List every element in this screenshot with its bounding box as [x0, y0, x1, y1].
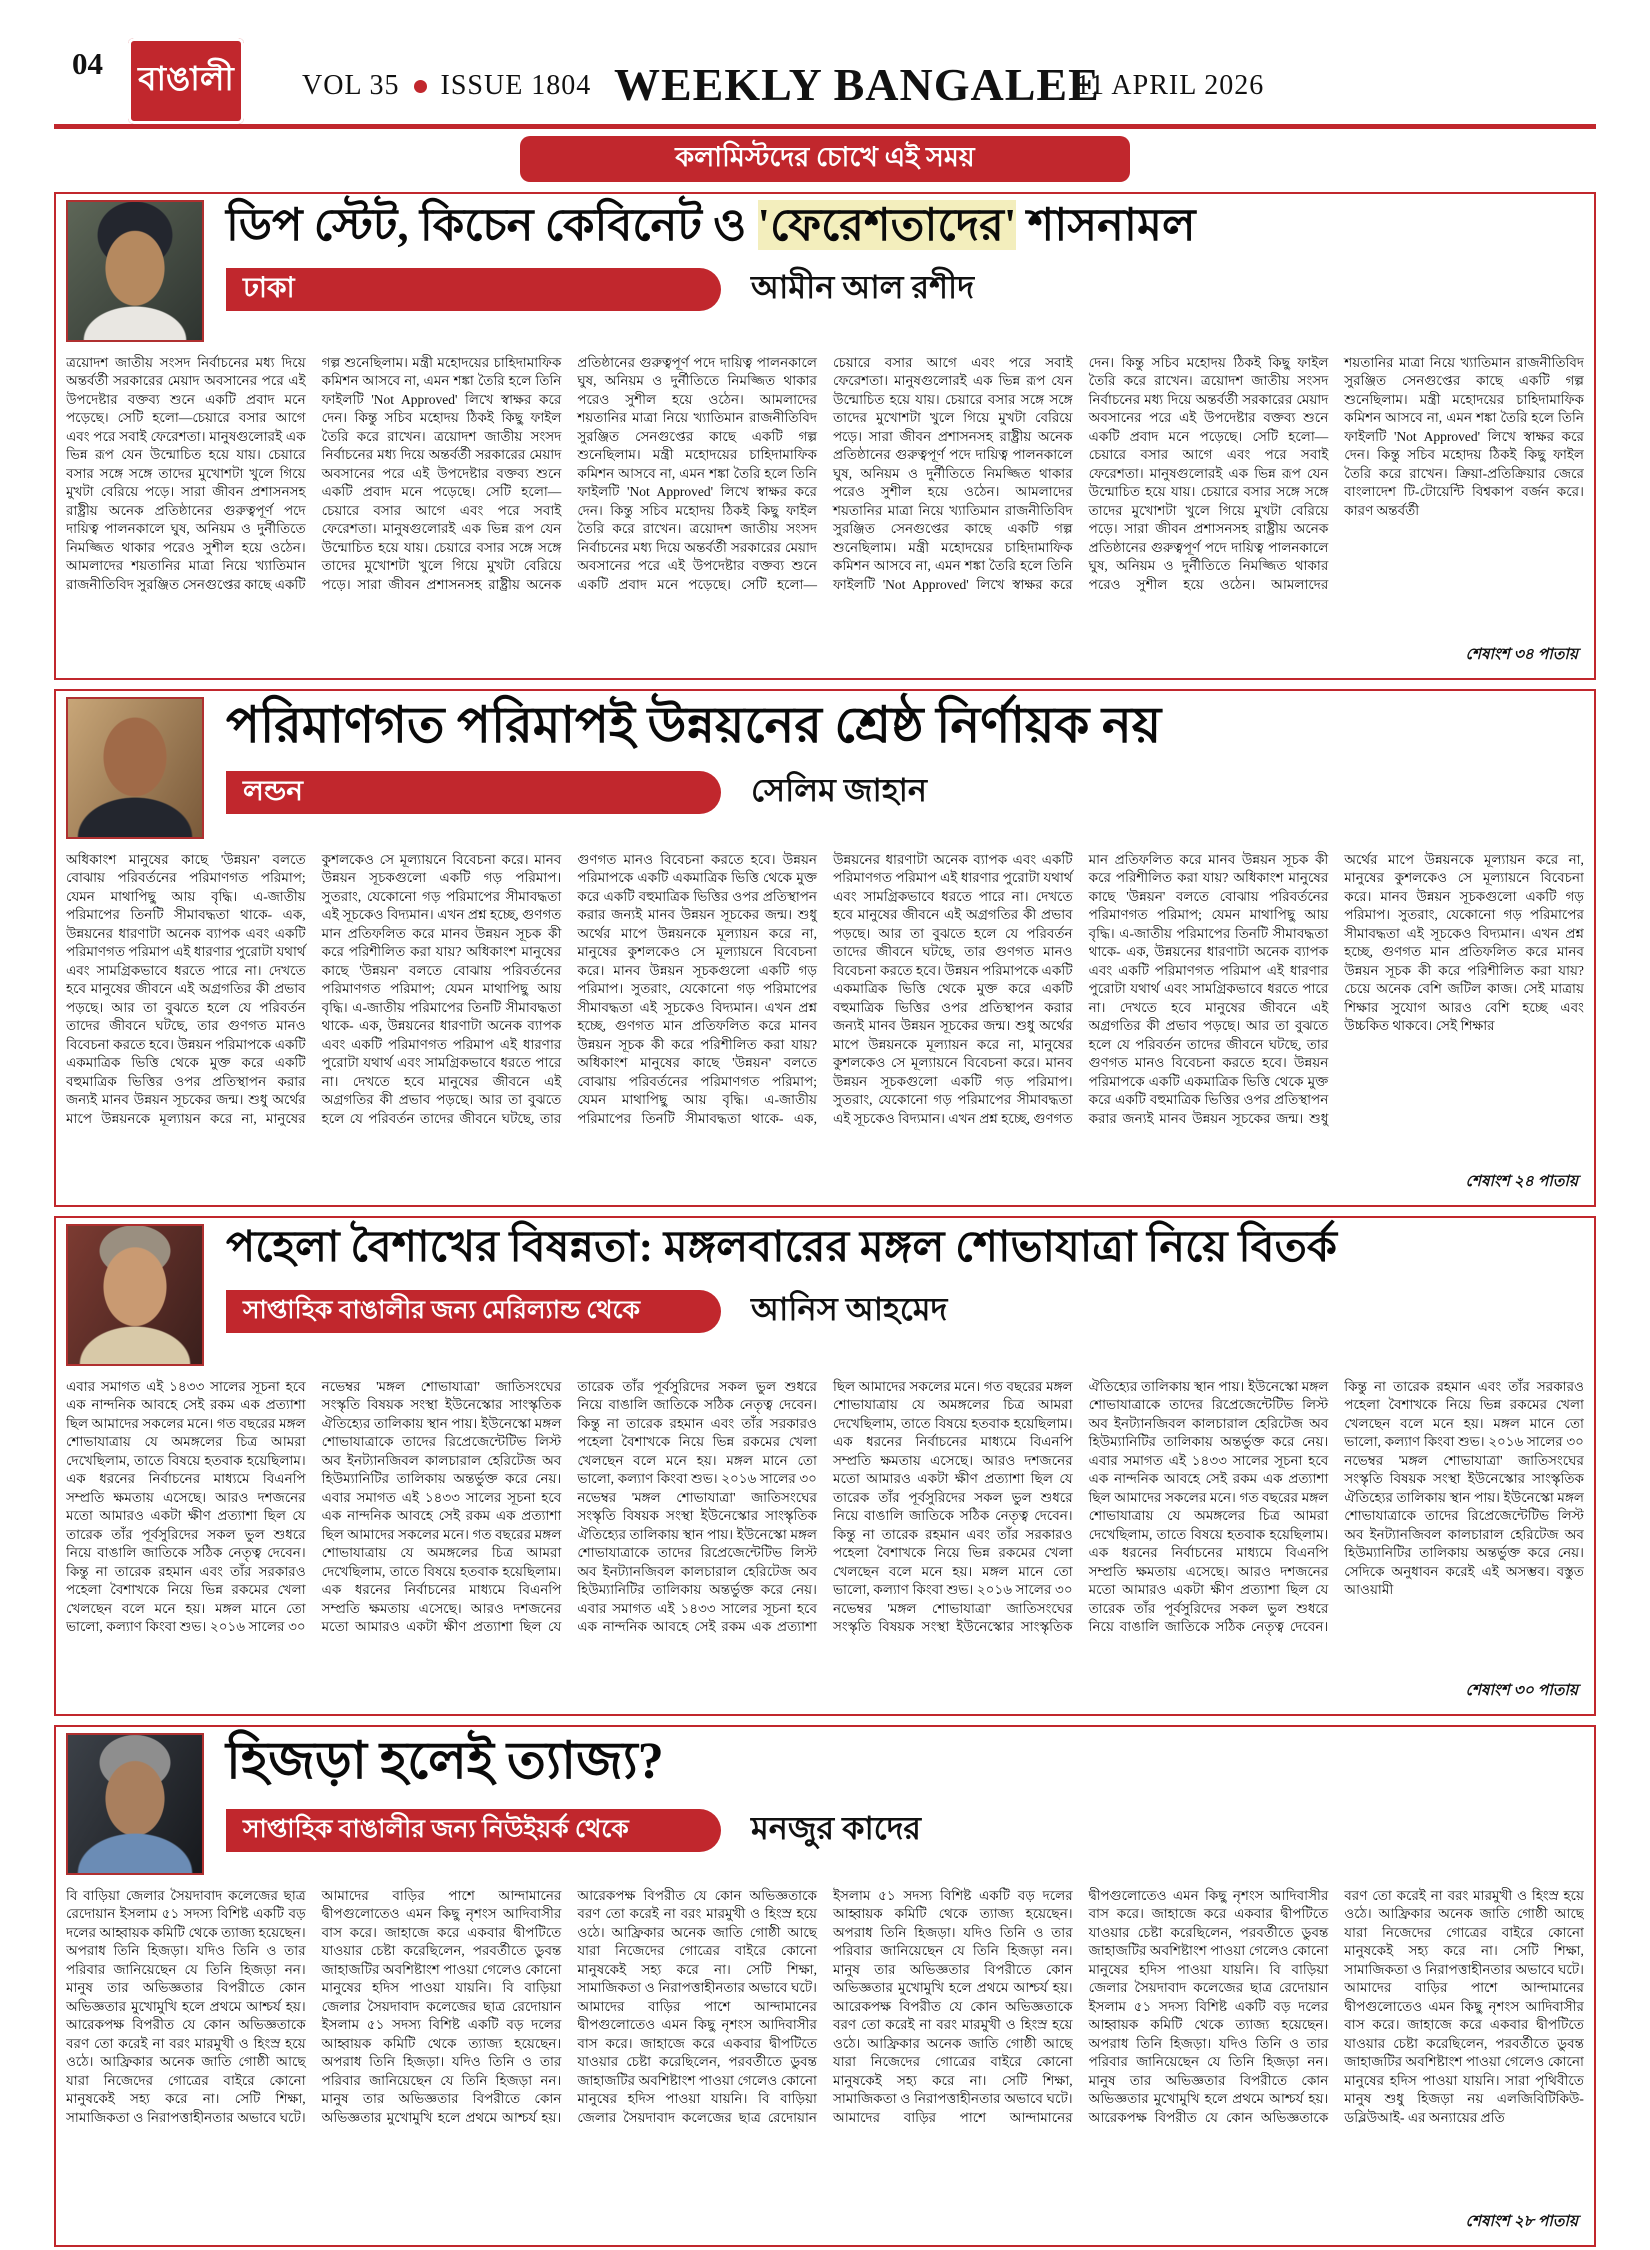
- article-headline: [226, 1733, 1584, 1791]
- continued-on-page-note: শেষাংশ ৩০ পাতায়: [1453, 1678, 1578, 1704]
- columnist-photo: [66, 1224, 204, 1366]
- author-name: আমীন আল রশীদ: [751, 269, 975, 306]
- headline-text: পরিমাণগত পরিমাপই উন্নয়নের শ্রেষ্ঠ নির্ণায়ক নয়: [226, 697, 1162, 753]
- headline-text: ডিপ স্টেট, কিচেন কেবিনেট ও: [226, 200, 758, 250]
- author-name: সেলিম জাহান: [751, 772, 927, 808]
- continued-on-page-note: শেষাংশ ২৮ পাতায়: [1453, 2209, 1578, 2235]
- columnist-photo: [66, 697, 204, 839]
- author-name: আনিস আহমেদ: [751, 1291, 948, 1328]
- author-name: মনজুর কাদের: [751, 1810, 922, 1847]
- article-pohela-boishakh: [54, 1216, 1596, 1716]
- separator-dot-icon: [414, 80, 427, 93]
- article-header: [66, 1733, 1584, 1875]
- headline-group: [204, 1733, 1584, 1875]
- headline-text: পহেলা বৈশাখের বিষন্নতা: মঙ্গলবারের মঙ্গল শোভাযাত্রা নিয়ে বিতর্ক: [226, 1224, 1337, 1271]
- article-headline: [226, 697, 1584, 753]
- byline-row: [226, 262, 1584, 316]
- columnist-photo: [66, 1733, 204, 1875]
- byline-row: [226, 765, 1584, 819]
- header-rule: [54, 124, 1596, 129]
- dateline-bar: ঢাকা: [226, 268, 721, 311]
- headline-group: [204, 1224, 1584, 1366]
- byline-row: [226, 1803, 1584, 1857]
- headline-highlighted-word: 'ফেরেশতাদের': [757, 200, 1017, 250]
- volume-issue: [302, 70, 591, 102]
- article-deep-state: [54, 192, 1596, 680]
- page-number: 04: [72, 46, 103, 81]
- article-header: [66, 1224, 1584, 1366]
- dateline-bar: সাপ্তাহিক বাঙালীর জন্য নিউইয়র্ক থেকে: [226, 1809, 721, 1852]
- issue-label: ISSUE 1804: [440, 70, 592, 101]
- headline-text: শাসনামল: [1016, 200, 1196, 250]
- dateline-bar: সাপ্তাহিক বাঙালীর জন্য মেরিল্যান্ড থেকে: [226, 1290, 721, 1333]
- article-headline: [226, 1224, 1584, 1272]
- continued-on-page-note: শেষাংশ ৩৪ পাতায়: [1453, 642, 1578, 668]
- article-header: [66, 697, 1584, 839]
- article-body: বি বাড়িয়া জেলার সৈয়দাবাদ কলেজের ছাত্র রেদোয়ান ইসলাম ৫১ সদস্য বিশিষ্ট একটি বড় দলের আহ্বায়ক কমিটি থেকে ত্যাজ্য হয়েছেন। অপরাধ তিনি হিজড়া। যদিও তিনি ও তার পরিবার জানিয়েছেন যে তিনি হিজড়া নন। মানুষ তার অভিজ্ঞতার বিপরীতে কোন অভিজ্ঞতার মুখোমুখি হলে প্রথমে আশ্চর্য হয়। আরেকপক্ষ বিপরীত যে কোন অভিজ্ঞতাকে বরণ তো করেই না বরং মারমুখী ও হিংস্র হয়ে ওঠে। আফ্রিকার অনেক জাতি গোষ্ঠী আছে যারা নিজেদের গোত্রের বাইরে কোনো মানুষকেই সহ্য করে না। সেটি শিক্ষা, সামাজিকতা ও নিরাপত্তাহীনতার অভাবে ঘটে। আমাদের বাড়ির পাশে আন্দামানের দ্বীপগুলোতেও এমন কিছু নৃশংস আদিবাসীর বাস করে। জাহাজে করে একবার দ্বীপটিতে যাওয়ার চেষ্টা করেছিলেন, পরবর্তীতে ডুবন্ত জাহাজটির অবশিষ্টাংশ পাওয়া গেলেও কোনো মানুষের হদিস পাওয়া যায়নি। বি বাড়িয়া জেলার সৈয়দাবাদ কলেজের ছাত্র রেদোয়ান ইসলাম ৫১ সদস্য বিশিষ্ট একটি বড় দলের আহ্বায়ক কমিটি থেকে ত্যাজ্য হয়েছেন। অপরাধ তিনি হিজড়া। যদিও তিনি ও তার পরিবার জানিয়েছেন যে তিনি হিজড়া নন। মানুষ তার অভিজ্ঞতার বিপরীতে কোন অভিজ্ঞতার মুখোমুখি হলে প্রথমে আশ্চর্য হয়। আরেকপক্ষ বিপরীত যে কোন অভিজ্ঞতাকে বরণ তো করেই না বরং মারমুখী ও হিংস্র হয়ে ওঠে। আফ্রিকার অনেক জাতি গোষ্ঠী আছে যারা নিজেদের গোত্রের বাইরে কোনো মানুষকেই সহ্য করে না। সেটি শিক্ষা, সামাজিকতা ও নিরাপত্তাহীনতার অভাবে ঘটে। আমাদের বাড়ির পাশে আন্দামানের দ্বীপগুলোতেও এমন কিছু নৃশংস আদিবাসীর বাস করে। জাহাজে করে একবার দ্বীপটিতে যাওয়ার চেষ্টা করেছিলেন, পরবর্তীতে ডুবন্ত জাহাজটির অবশিষ্টাংশ পাওয়া গেলেও কোনো মানুষের হদিস পাওয়া যায়নি। বি বাড়িয়া জেলার সৈয়দাবাদ কলেজের ছাত্র রেদোয়ান ইসলাম ৫১ সদস্য বিশিষ্ট একটি বড় দলের আহ্বায়ক কমিটি থেকে ত্যাজ্য হয়েছেন। অপরাধ তিনি হিজড়া। যদিও তিনি ও তার পরিবার জানিয়েছেন যে তিনি হিজড়া নন। মানুষ তার অভিজ্ঞতার বিপরীতে কোন অভিজ্ঞতার মুখোমুখি হলে প্রথমে আশ্চর্য হয়। আরেকপক্ষ বিপরীত যে কোন অভিজ্ঞতাকে বরণ তো করেই না বরং মারমুখী ও হিংস্র হয়ে ওঠে। আফ্রিকার অনেক জাতি গোষ্ঠী আছে যারা নিজেদের গোত্রের বাইরে কোনো মানুষকেই সহ্য করে না। সেটি শিক্ষা, সামাজিকতা ও নিরাপত্তাহীনতার অভাবে ঘটে। আমাদের বাড়ির পাশে আন্দামানের দ্বীপগুলোতেও এমন কিছু নৃশংস আদিবাসীর বাস করে। জাহাজে করে একবার দ্বীপটিতে যাওয়ার চেষ্টা করেছিলেন, পরবর্তীতে ডুবন্ত জাহাজটির অবশিষ্টাংশ পাওয়া গেলেও কোনো মানুষের হদিস পাওয়া যায়নি। বি বাড়িয়া জেলার সৈয়দাবাদ কলেজের ছাত্র রেদোয়ান ইসলাম ৫১ সদস্য বিশিষ্ট একটি বড় দলের আহ্বায়ক কমিটি থেকে ত্যাজ্য হয়েছেন। অপরাধ তিনি হিজড়া। যদিও তিনি ও তার পরিবার জানিয়েছেন যে তিনি হিজড়া নন। মানুষ তার অভিজ্ঞতার বিপরীতে কোন অভিজ্ঞতার মুখোমুখি হলে প্রথমে আশ্চর্য হয়। আরেকপক্ষ বিপরীত যে কোন অভিজ্ঞতাকে বরণ তো করেই না বরং মারমুখী ও হিংস্র হয়ে ওঠে। আফ্রিকার অনেক জাতি গোষ্ঠী আছে যারা নিজেদের গোত্রের বাইরে কোনো মানুষকেই সহ্য করে না। সেটি শিক্ষা, সামাজিকতা ও নিরাপত্তাহীনতার অভাবে ঘটে। আমাদের বাড়ির পাশে আন্দামানের দ্বীপগুলোতেও এমন কিছু নৃশংস আদিবাসীর বাস করে। জাহাজে করে একবার দ্বীপটিতে যাওয়ার চেষ্টা করেছিলেন, পরবর্তীতে ডুবন্ত জাহাজটির অবশিষ্টাংশ পাওয়া গেলেও কোনো মানুষের হদিস পাওয়া যায়নি। সারা পৃথিবীতে মানুষ শুধু হিজড়া নয় এলজিবিটিকিউ- ডব্লিউআই- এর অন্যায়ের প্রতি: [66, 1888, 1584, 2125]
- headline-group: [204, 697, 1584, 839]
- article-quantitative-measure: [54, 689, 1596, 1207]
- columnist-photo: [66, 200, 204, 342]
- newspaper-logo: বাঙালী: [128, 38, 244, 124]
- article-body: এবার সমাগত এই ১৪৩৩ সালের সূচনা হবে এক নান্দনিক আবহে সেই রকম এক প্রত্যাশা ছিল আমাদের সকলের মনে। গত বছরের মঙ্গল শোভাযাত্রায় যে অমঙ্গলের চিত্র আমরা দেখেছিলাম, তাতে বিষয়ে হতবাক হয়েছিলাম। এক ধরনের নির্বাচনের মাধ্যমে বিএনপি সম্প্রতি ক্ষমতায় এসেছে। আরও দশজনের মতো আমারও একটা ক্ষীণ প্রত্যাশা ছিল যে তারেক তাঁর পূর্বসুরিদের সকল ভুল শুধরে নিয়ে বাঙালি জাতিকে সঠিক নেতৃত্ব দেবেন। কিন্তু না তারেক রহমান এবং তাঁর সরকারও পহেলা বৈশাখকে নিয়ে ভিন্ন রকমের খেলা খেলছেন বলে মনে হয়। মঙ্গল মানে তো ভালো, কল্যাণ কিংবা শুভ। ২০১৬ সালের ৩০ নভেম্বর 'মঙ্গল শোভাযাত্রা' জাতিসংঘের সংস্কৃতি বিষয়ক সংস্থা ইউনেস্কোর সাংস্কৃতিক ঐতিহ্যের তালিকায় স্থান পায়। ইউনেস্কো মঙ্গল শোভাযাত্রাকে তাদের রিপ্রেজেন্টেটিভ লিস্ট অব ইনট্যানজিবল কালচারাল হেরিটেজ অব হিউম্যানিটির তালিকায় অন্তর্ভুক্ত করে নেয়। এবার সমাগত এই ১৪৩৩ সালের সূচনা হবে এক নান্দনিক আবহে সেই রকম এক প্রত্যাশা ছিল আমাদের সকলের মনে। গত বছরের মঙ্গল শোভাযাত্রায় যে অমঙ্গলের চিত্র আমরা দেখেছিলাম, তাতে বিষয়ে হতবাক হয়েছিলাম। এক ধরনের নির্বাচনের মাধ্যমে বিএনপি সম্প্রতি ক্ষমতায় এসেছে। আরও দশজনের মতো আমারও একটা ক্ষীণ প্রত্যাশা ছিল যে তারেক তাঁর পূর্বসুরিদের সকল ভুল শুধরে নিয়ে বাঙালি জাতিকে সঠিক নেতৃত্ব দেবেন। কিন্তু না তারেক রহমান এবং তাঁর সরকারও পহেলা বৈশাখকে নিয়ে ভিন্ন রকমের খেলা খেলছেন বলে মনে হয়। মঙ্গল মানে তো ভালো, কল্যাণ কিংবা শুভ। ২০১৬ সালের ৩০ নভেম্বর 'মঙ্গল শোভাযাত্রা' জাতিসংঘের সংস্কৃতি বিষয়ক সংস্থা ইউনেস্কোর সাংস্কৃতিক ঐতিহ্যের তালিকায় স্থান পায়। ইউনেস্কো মঙ্গল শোভাযাত্রাকে তাদের রিপ্রেজেন্টেটিভ লিস্ট অব ইনট্যানজিবল কালচারাল হেরিটেজ অব হিউম্যানিটির তালিকায় অন্তর্ভুক্ত করে নেয়। এবার সমাগত এই ১৪৩৩ সালের সূচনা হবে এক নান্দনিক আবহে সেই রকম এক প্রত্যাশা ছিল আমাদের সকলের মনে। গত বছরের মঙ্গল শোভাযাত্রায় যে অমঙ্গলের চিত্র আমরা দেখেছিলাম, তাতে বিষয়ে হতবাক হয়েছিলাম। এক ধরনের নির্বাচনের মাধ্যমে বিএনপি সম্প্রতি ক্ষমতায় এসেছে। আরও দশজনের মতো আমারও একটা ক্ষীণ প্রত্যাশা ছিল যে তারেক তাঁর পূর্বসুরিদের সকল ভুল শুধরে নিয়ে বাঙালি জাতিকে সঠিক নেতৃত্ব দেবেন। কিন্তু না তারেক রহমান এবং তাঁর সরকারও পহেলা বৈশাখকে নিয়ে ভিন্ন রকমের খেলা খেলছেন বলে মনে হয়। মঙ্গল মানে তো ভালো, কল্যাণ কিংবা শুভ। ২০১৬ সালের ৩০ নভেম্বর 'মঙ্গল শোভাযাত্রা' জাতিসংঘের সংস্কৃতি বিষয়ক সংস্থা ইউনেস্কোর সাংস্কৃতিক ঐতিহ্যের তালিকায় স্থান পায়। ইউনেস্কো মঙ্গল শোভাযাত্রাকে তাদের রিপ্রেজেন্টেটিভ লিস্ট অব ইনট্যানজিবল কালচারাল হেরিটেজ অব হিউম্যানিটির তালিকায় অন্তর্ভুক্ত করে নেয়। এবার সমাগত এই ১৪৩৩ সালের সূচনা হবে এক নান্দনিক আবহে সেই রকম এক প্রত্যাশা ছিল আমাদের সকলের মনে। গত বছরের মঙ্গল শোভাযাত্রায় যে অমঙ্গলের চিত্র আমরা দেখেছিলাম, তাতে বিষয়ে হতবাক হয়েছিলাম। এক ধরনের নির্বাচনের মাধ্যমে বিএনপি সম্প্রতি ক্ষমতায় এসেছে। আরও দশজনের মতো আমারও একটা ক্ষীণ প্রত্যাশা ছিল যে তারেক তাঁর পূর্বসুরিদের সকল ভুল শুধরে নিয়ে বাঙালি জাতিকে সঠিক নেতৃত্ব দেবেন। কিন্তু না তারেক রহমান এবং তাঁর সরকারও পহেলা বৈশাখকে নিয়ে ভিন্ন রকমের খেলা খেলছেন বলে মনে হয়। মঙ্গল মানে তো ভালো, কল্যাণ কিংবা শুভ। ২০১৬ সালের ৩০ নভেম্বর 'মঙ্গল শোভাযাত্রা' জাতিসংঘের সংস্কৃতি বিষয়ক সংস্থা ইউনেস্কোর সাংস্কৃতিক ঐতিহ্যের তালিকায় স্থান পায়। ইউনেস্কো মঙ্গল শোভাযাত্রাকে তাদের রিপ্রেজেন্টেটিভ লিস্ট অব ইনট্যানজিবল কালচারাল হেরিটেজ অব হিউম্যানিটির তালিকায় অন্তর্ভুক্ত করে নেয়। সেদিকে অনুধাবন করেই এই অসম্ভব। বস্তুত আওয়ামী: [66, 1379, 1584, 1635]
- byline-row: [226, 1284, 1584, 1338]
- article-header: [66, 200, 1584, 342]
- masthead-title: WEEKLY BANGALEE: [614, 59, 1100, 110]
- article-body: অধিকাংশ মানুষের কাছে 'উন্নয়ন' বলতে বোঝায় পরিবর্তনের পরিমাণগত পরিমাপ; যেমন মাথাপিছু আয় বৃদ্ধি। এ-জাতীয় পরিমাপের তিনটি সীমাবদ্ধতা থাকে- এক, উন্নয়নের ধারণাটা অনেক ব্যাপক এবং একটি পরিমাণগত পরিমাপ এই ধারণার পুরোটা যথার্থ এবং সামগ্রিকভাবে ধরতে পারে না। দেখতে হবে মানুষের জীবনে এই অগ্রগতির কী প্রভাব পড়ছে। আর তা বুঝতে হলে যে পরিবর্তন তাদের জীবনে ঘটছে, তার গুণগত মানও বিবেচনা করতে হবে। উন্নয়ন পরিমাপকে একটি একমাত্রিক ভিত্তি থেকে মুক্ত করে একটি বহুমাত্রিক ভিত্তির ওপর প্রতিস্থাপন করার জন্যই মানব উন্নয়ন সূচকের জন্ম। শুধু অর্থের মাপে উন্নয়নকে মূল্যায়ন করে না, মানুষের কুশলকেও সে মূল্যায়নে বিবেচনা করে। মানব উন্নয়ন সূচকগুলো একটি গড় পরিমাপ। সুতরাং, যেকোনো গড় পরিমাপের সীমাবদ্ধতা এই সূচকেও বিদ্যমান। এখন প্রশ্ন হচ্ছে, গুণগত মান প্রতিফলিত করে মানব উন্নয়ন সূচক কী করে পরিশীলিত করা যায়? অধিকাংশ মানুষের কাছে 'উন্নয়ন' বলতে বোঝায় পরিবর্তনের পরিমাণগত পরিমাপ; যেমন মাথাপিছু আয় বৃদ্ধি। এ-জাতীয় পরিমাপের তিনটি সীমাবদ্ধতা থাকে- এক, উন্নয়নের ধারণাটা অনেক ব্যাপক এবং একটি পরিমাণগত পরিমাপ এই ধারণার পুরোটা যথার্থ এবং সামগ্রিকভাবে ধরতে পারে না। দেখতে হবে মানুষের জীবনে এই অগ্রগতির কী প্রভাব পড়ছে। আর তা বুঝতে হলে যে পরিবর্তন তাদের জীবনে ঘটছে, তার গুণগত মানও বিবেচনা করতে হবে। উন্নয়ন পরিমাপকে একটি একমাত্রিক ভিত্তি থেকে মুক্ত করে একটি বহুমাত্রিক ভিত্তির ওপর প্রতিস্থাপন করার জন্যই মানব উন্নয়ন সূচকের জন্ম। শুধু অর্থের মাপে উন্নয়নকে মূল্যায়ন করে না, মানুষের কুশলকেও সে মূল্যায়নে বিবেচনা করে। মানব উন্নয়ন সূচকগুলো একটি গড় পরিমাপ। সুতরাং, যেকোনো গড় পরিমাপের সীমাবদ্ধতা এই সূচকেও বিদ্যমান। এখন প্রশ্ন হচ্ছে, গুণগত মান প্রতিফলিত করে মানব উন্নয়ন সূচক কী করে পরিশীলিত করা যায়? অধিকাংশ মানুষের কাছে 'উন্নয়ন' বলতে বোঝায় পরিবর্তনের পরিমাণগত পরিমাপ; যেমন মাথাপিছু আয় বৃদ্ধি। এ-জাতীয় পরিমাপের তিনটি সীমাবদ্ধতা থাকে- এক, উন্নয়নের ধারণাটা অনেক ব্যাপক এবং একটি পরিমাণগত পরিমাপ এই ধারণার পুরোটা যথার্থ এবং সামগ্রিকভাবে ধরতে পারে না। দেখতে হবে মানুষের জীবনে এই অগ্রগতির কী প্রভাব পড়ছে। আর তা বুঝতে হলে যে পরিবর্তন তাদের জীবনে ঘটছে, তার গুণগত মানও বিবেচনা করতে হবে। উন্নয়ন পরিমাপকে একটি একমাত্রিক ভিত্তি থেকে মুক্ত করে একটি বহুমাত্রিক ভিত্তির ওপর প্রতিস্থাপন করার জন্যই মানব উন্নয়ন সূচকের জন্ম। শুধু অর্থের মাপে উন্নয়নকে মূল্যায়ন করে না, মানুষের কুশলকেও সে মূল্যায়নে বিবেচনা করে। মানব উন্নয়ন সূচকগুলো একটি গড় পরিমাপ। সুতরাং, যেকোনো গড় পরিমাপের সীমাবদ্ধতা এই সূচকেও বিদ্যমান। এখন প্রশ্ন হচ্ছে, গুণগত মান প্রতিফলিত করে মানব উন্নয়ন সূচক কী করে পরিশীলিত করা যায়? অধিকাংশ মানুষের কাছে 'উন্নয়ন' বলতে বোঝায় পরিবর্তনের পরিমাণগত পরিমাপ; যেমন মাথাপিছু আয় বৃদ্ধি। এ-জাতীয় পরিমাপের তিনটি সীমাবদ্ধতা থাকে- এক, উন্নয়নের ধারণাটা অনেক ব্যাপক এবং একটি পরিমাণগত পরিমাপ এই ধারণার পুরোটা যথার্থ এবং সামগ্রিকভাবে ধরতে পারে না। দেখতে হবে মানুষের জীবনে এই অগ্রগতির কী প্রভাব পড়ছে। আর তা বুঝতে হলে যে পরিবর্তন তাদের জীবনে ঘটছে, তার গুণগত মানও বিবেচনা করতে হবে। উন্নয়ন পরিমাপকে একটি একমাত্রিক ভিত্তি থেকে মুক্ত করে একটি বহুমাত্রিক ভিত্তির ওপর প্রতিস্থাপন করার জন্যই মানব উন্নয়ন সূচকের জন্ম। শুধু অর্থের মাপে উন্নয়নকে মূল্যায়ন করে না, মানুষের কুশলকেও সে মূল্যায়নে বিবেচনা করে। মানব উন্নয়ন সূচকগুলো একটি গড় পরিমাপ। সুতরাং, যেকোনো গড় পরিমাপের সীমাবদ্ধতা এই সূচকেও বিদ্যমান। এখন প্রশ্ন হচ্ছে, গুণগত মান প্রতিফলিত করে মানব উন্নয়ন সূচক কী করে পরিশীলিত করা যায়? চেয়ে অনেক বেশি জটিল কাজ। সেই মাত্রায় শিক্ষার সুযোগ আরও বেশি হচ্ছে এবং উচ্চকিত থাকবে। সেই শিক্ষার: [66, 852, 1584, 1126]
- section-banner: কলামিস্টদের চোখে এই সময়: [520, 136, 1130, 182]
- headline-group: [204, 200, 1584, 342]
- article-headline: [226, 200, 1584, 250]
- headline-text: হিজড়া হলেই ত্যাজ্য?: [226, 1733, 664, 1790]
- newspaper-page: [54, 0, 1596, 2247]
- article-body: ত্রয়োদশ জাতীয় সংসদ নির্বাচনের মধ্য দিয়ে অন্তর্বর্তী সরকারের মেয়াদ অবসানের পরে এই উপদেষ্টার বক্তব্য শুনে একটি প্রবাদ মনে পড়েছে। সেটি হলো—চেয়ারে বসার আগে এবং পরে সবাই ফেরেশতা। মানুষগুলোরই এক ভিন্ন রূপ যেন উন্মোচিত হয়ে যায়। চেয়ারে বসার সঙ্গে সঙ্গে তাদের মুখোশটা খুলে গিয়ে মুখটা বেরিয়ে পড়ে। সারা জীবন প্রশাসনসহ রাষ্ট্রীয় অনেক প্রতিষ্ঠানের গুরুত্বপূর্ণ পদে দায়িত্ব পালনকালে ঘুষ, অনিয়ম ও দুর্নীতিতে নিমজ্জিত থাকার পরেও সুশীল হয়ে ওঠেন। আমলাদের শয়তানির মাত্রা নিয়ে খ্যাতিমান রাজনীতিবিদ সুরঞ্জিত সেনগুপ্তের কাছে একটি গল্প শুনেছিলাম। মন্ত্রী মহোদয়ের চাহিদামাফিক কমিশন আসবে না, এমন শঙ্কা তৈরি হলে তিনি ফাইলটি 'Not Approved' লিখে স্বাক্ষর করে দেন। কিন্তু সচিব মহোদয় ঠিকই কিছু ফাইল তৈরি করে রাখেন। ত্রয়োদশ জাতীয় সংসদ নির্বাচনের মধ্য দিয়ে অন্তর্বর্তী সরকারের মেয়াদ অবসানের পরে এই উপদেষ্টার বক্তব্য শুনে একটি প্রবাদ মনে পড়েছে। সেটি হলো—চেয়ারে বসার আগে এবং পরে সবাই ফেরেশতা। মানুষগুলোরই এক ভিন্ন রূপ যেন উন্মোচিত হয়ে যায়। চেয়ারে বসার সঙ্গে সঙ্গে তাদের মুখোশটা খুলে গিয়ে মুখটা বেরিয়ে পড়ে। সারা জীবন প্রশাসনসহ রাষ্ট্রীয় অনেক প্রতিষ্ঠানের গুরুত্বপূর্ণ পদে দায়িত্ব পালনকালে ঘুষ, অনিয়ম ও দুর্নীতিতে নিমজ্জিত থাকার পরেও সুশীল হয়ে ওঠেন। আমলাদের শয়তানির মাত্রা নিয়ে খ্যাতিমান রাজনীতিবিদ সুরঞ্জিত সেনগুপ্তের কাছে একটি গল্প শুনেছিলাম। মন্ত্রী মহোদয়ের চাহিদামাফিক কমিশন আসবে না, এমন শঙ্কা তৈরি হলে তিনি ফাইলটি 'Not Approved' লিখে স্বাক্ষর করে দেন। কিন্তু সচিব মহোদয় ঠিকই কিছু ফাইল তৈরি করে রাখেন। ত্রয়োদশ জাতীয় সংসদ নির্বাচনের মধ্য দিয়ে অন্তর্বর্তী সরকারের মেয়াদ অবসানের পরে এই উপদেষ্টার বক্তব্য শুনে একটি প্রবাদ মনে পড়েছে। সেটি হলো—চেয়ারে বসার আগে এবং পরে সবাই ফেরেশতা। মানুষগুলোরই এক ভিন্ন রূপ যেন উন্মোচিত হয়ে যায়। চেয়ারে বসার সঙ্গে সঙ্গে তাদের মুখোশটা খুলে গিয়ে মুখটা বেরিয়ে পড়ে। সারা জীবন প্রশাসনসহ রাষ্ট্রীয় অনেক প্রতিষ্ঠানের গুরুত্বপূর্ণ পদে দায়িত্ব পালনকালে ঘুষ, অনিয়ম ও দুর্নীতিতে নিমজ্জিত থাকার পরেও সুশীল হয়ে ওঠেন। আমলাদের শয়তানির মাত্রা নিয়ে খ্যাতিমান রাজনীতিবিদ সুরঞ্জিত সেনগুপ্তের কাছে একটি গল্প শুনেছিলাম। মন্ত্রী মহোদয়ের চাহিদামাফিক কমিশন আসবে না, এমন শঙ্কা তৈরি হলে তিনি ফাইলটি 'Not Approved' লিখে স্বাক্ষর করে দেন। কিন্তু সচিব মহোদয় ঠিকই কিছু ফাইল তৈরি করে রাখেন। ত্রয়োদশ জাতীয় সংসদ নির্বাচনের মধ্য দিয়ে অন্তর্বর্তী সরকারের মেয়াদ অবসানের পরে এই উপদেষ্টার বক্তব্য শুনে একটি প্রবাদ মনে পড়েছে। সেটি হলো—চেয়ারে বসার আগে এবং পরে সবাই ফেরেশতা। মানুষগুলোরই এক ভিন্ন রূপ যেন উন্মোচিত হয়ে যায়। চেয়ারে বসার সঙ্গে সঙ্গে তাদের মুখোশটা খুলে গিয়ে মুখটা বেরিয়ে পড়ে। সারা জীবন প্রশাসনসহ রাষ্ট্রীয় অনেক প্রতিষ্ঠানের গুরুত্বপূর্ণ পদে দায়িত্ব পালনকালে ঘুষ, অনিয়ম ও দুর্নীতিতে নিমজ্জিত থাকার পরেও সুশীল হয়ে ওঠেন। আমলাদের শয়তানির মাত্রা নিয়ে খ্যাতিমান রাজনীতিবিদ সুরঞ্জিত সেনগুপ্তের কাছে একটি গল্প শুনেছিলাম। মন্ত্রী মহোদয়ের চাহিদামাফিক কমিশন আসবে না, এমন শঙ্কা তৈরি হলে তিনি ফাইলটি 'Not Approved' লিখে স্বাক্ষর করে দেন। কিন্তু সচিব মহোদয় ঠিকই কিছু ফাইল তৈরি করে রাখেন। ক্রিয়া-প্রতিক্রিয়ার জেরে বাংলাদেশ টি-টোয়েন্টি বিশ্বকাপ বর্জন করে। কারণ অন্তর্বর্তী: [66, 355, 1584, 592]
- issue-date: 11 APRIL 2026: [1076, 70, 1265, 101]
- volume-label: VOL 35: [302, 70, 400, 101]
- page-header: [54, 36, 1596, 124]
- article-hijra-outcast: [54, 1725, 1596, 2247]
- continued-on-page-note: শেষাংশ ২৪ পাতায়: [1453, 1169, 1578, 1195]
- dateline-bar: লন্ডন: [226, 771, 721, 814]
